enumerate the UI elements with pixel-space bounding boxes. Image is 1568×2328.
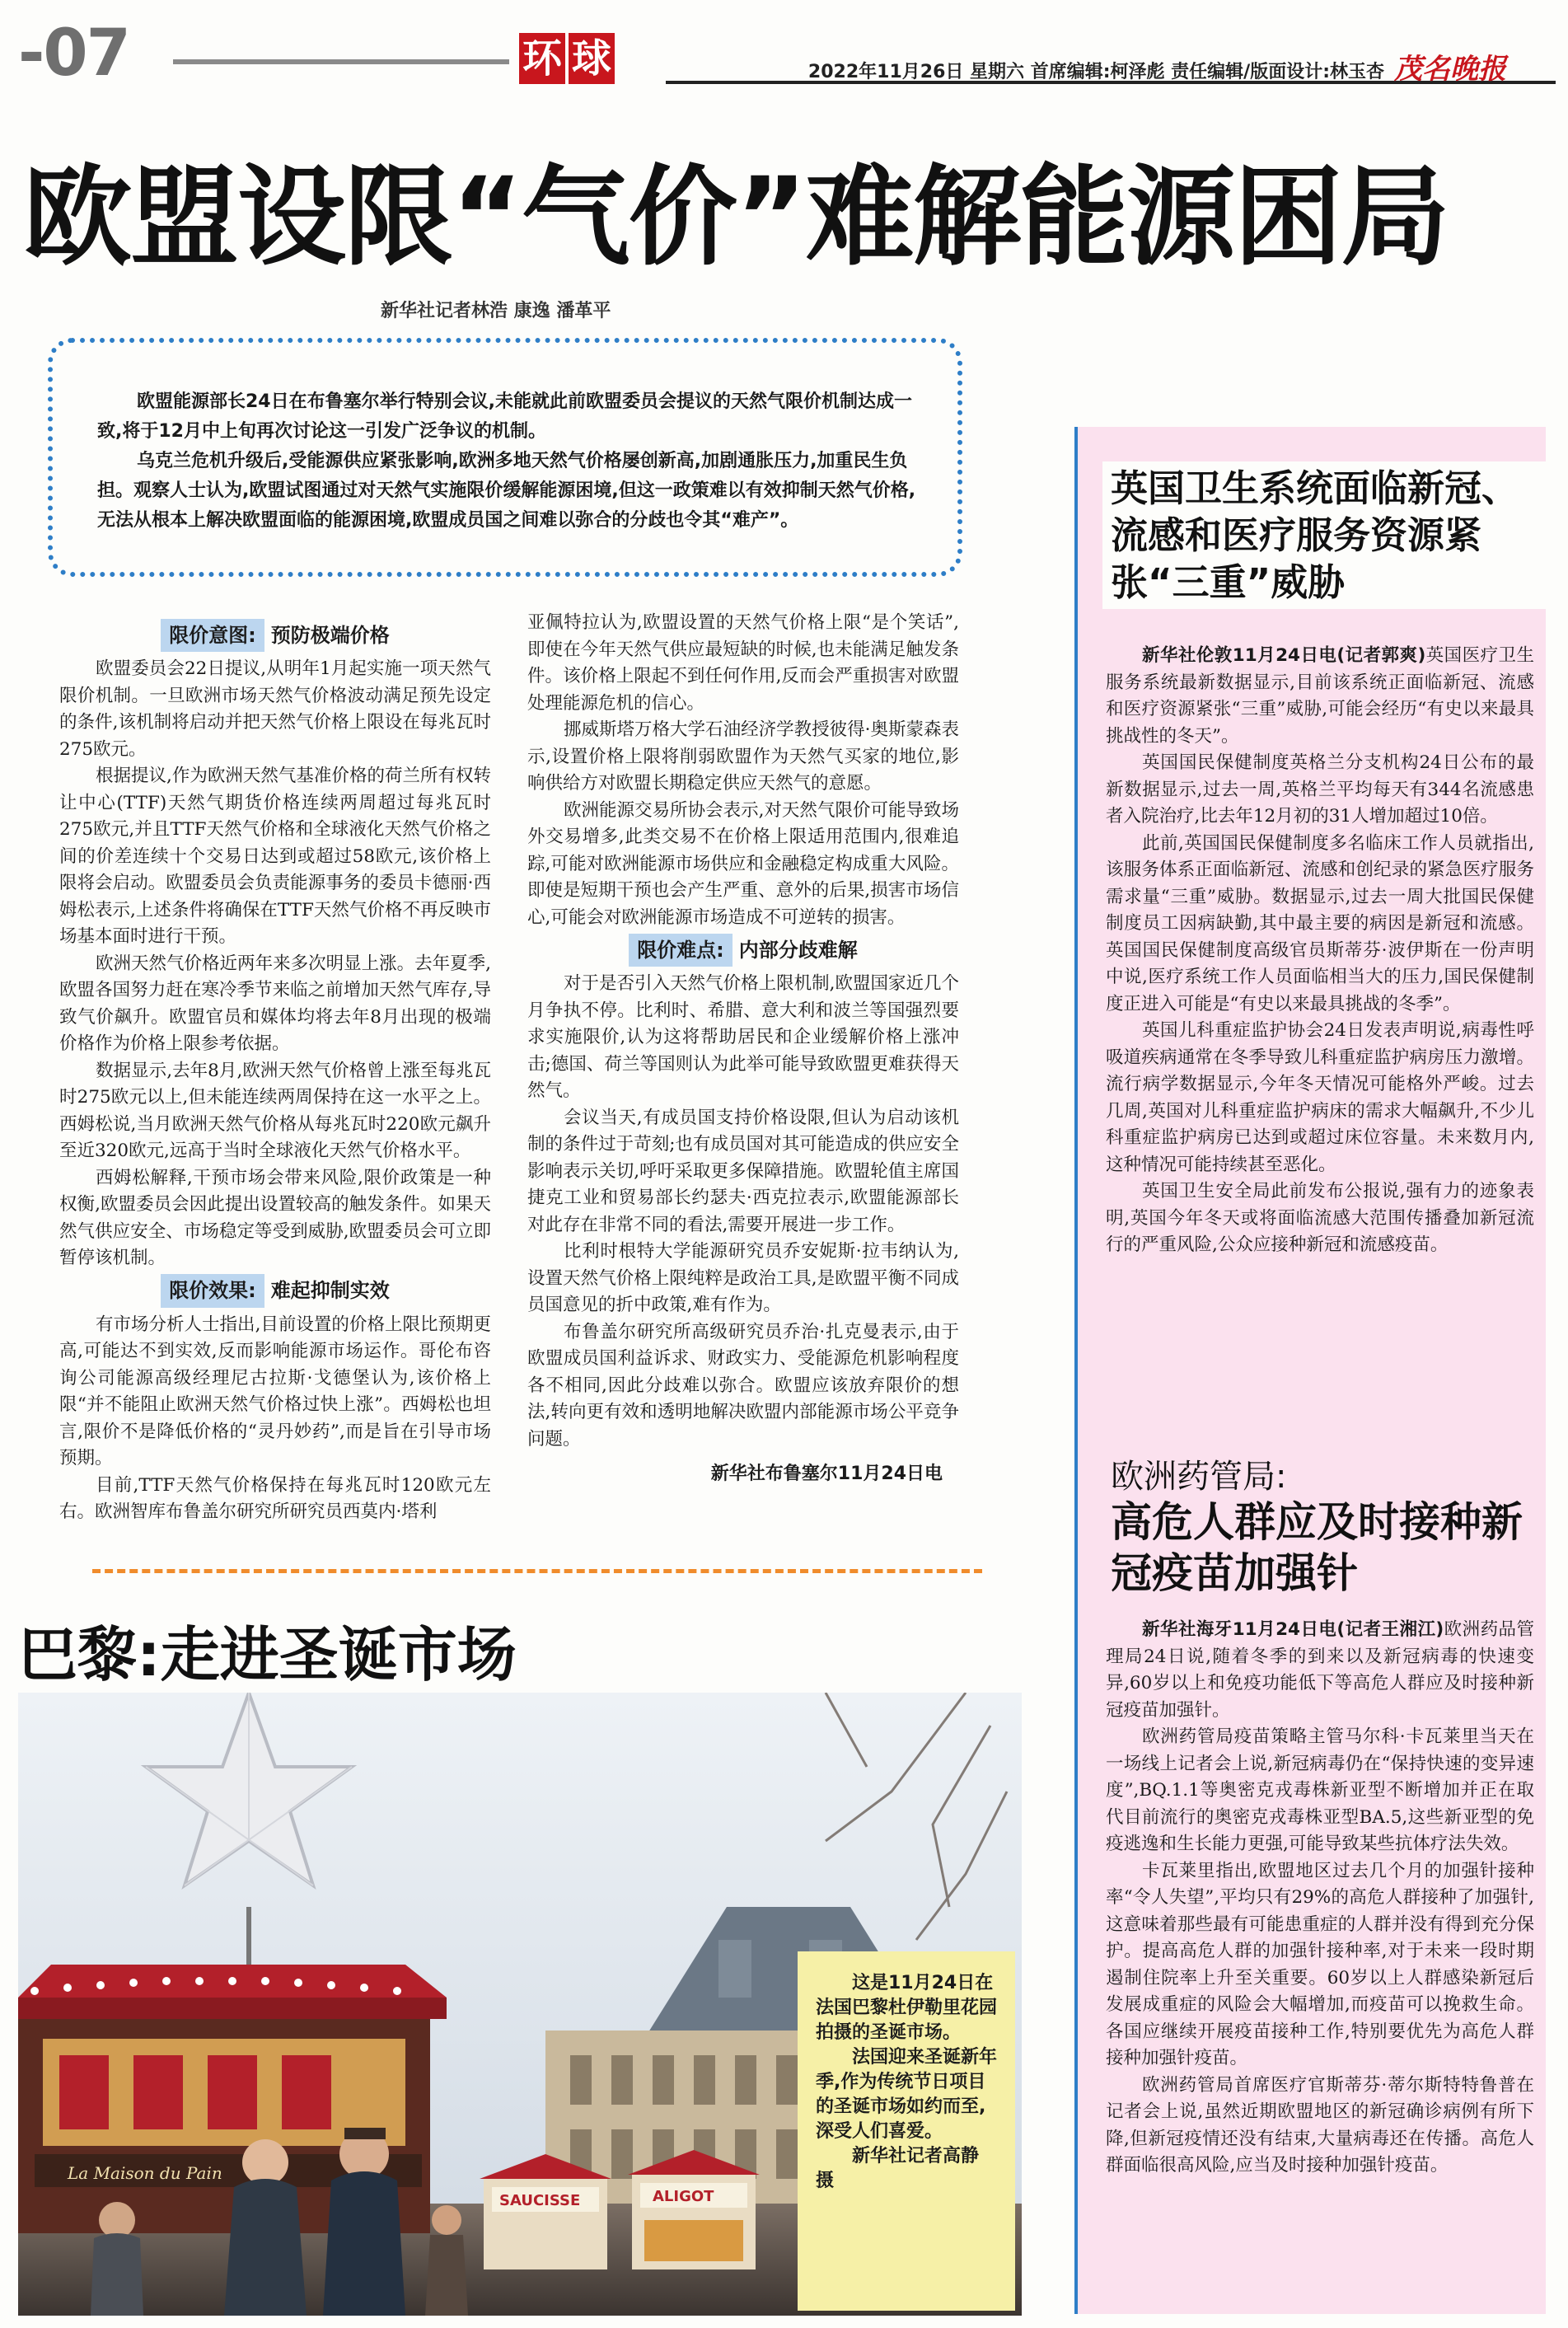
sidebar-paragraph: 英国儿科重症监护协会24日发表声明说,病毒性呼吸道疾病通常在冬季导致儿科重症监护病房压力激增。流行病学数据显示,今年冬天情况可能格外严峻。过去几周,英国对儿科重症监护病床的需求大幅飙升,不少儿科重症监护病房已达到或超过床位容量。未来数月内,这种情况可能持续甚至恶化。 [1106,1020,1534,1175]
sidebar-text: 欧洲药品管理局24日说,随着冬季的到来以及新冠病毒的快速变异,60岁以上和免疫功能低下等高危人群应及时接种新冠疫苗加强针。 [1106,1619,1534,1721]
subheading-tag: 限价意图: [161,619,264,653]
sidebar-headline-1: 英国卫生系统面临新冠、流感和医疗服务资源紧张“三重”威胁 [1102,461,1556,609]
body-paragraph: 比利时根特大学能源研究员乔安妮斯·拉韦纳认为,设置天然气价格上限纯粹是政治工具,是欧盟平衡不同成员国意见的折中政策,难有作为。 [527,1241,959,1315]
header-rule-left [173,59,509,64]
sidebar-paragraph: 卡瓦莱里指出,欧盟地区过去几个月的加强针接种率“令人失望”,平均只有29%的高危人群接种了加强针,这意味着那些最有可能患重症的人群并没有得到充分保护。提高高危人群的加强针接种率,对于未来一段时期遏制住院率上升至关重要。60岁以上人群感染新冠后发展成重症的风险会大幅增加,而疫苗可以挽救生命。各国应继续开展疫苗接种工作,特别要优先为高危人群接种加强针疫苗。 [1106,1860,1534,2068]
sidebar-paragraph: 欧洲药管局疫苗策略主管马尔科·卡瓦莱里当天在一场线上记者会上说,新冠病毒仍在“保持快速的变异速度”,BQ.1.1等奥密克戎毒株新亚型不断增加并正在取代目前流行的奥密克戎毒株亚型BA.5,这些新亚型的免疫逃逸和生长能力更强,可能导致某些抗体疗法失效。 [1106,1726,1534,1854]
issue-meta: 2022年11月26日 星期六 首席编辑:柯泽彪 责任编辑/版面设计:林玉杏 [807,62,1384,82]
newspaper-logo: 茂名晚报 [1394,53,1506,86]
caption-credit: 新华社记者高静 摄 [816,2146,980,2191]
sidebar-paragraph: 英国卫生安全局此前发布公报说,强有力的迹象表明,英国今年冬天或将面临流感大范围传播叠加新冠流行的严重风险,公众应接种新冠和流感疫苗。 [1106,1181,1534,1255]
subheading-3 [527,934,959,966]
article-column-2 [527,610,959,1488]
article-column-1 [59,616,491,1526]
dateline-sign: 新华社布鲁塞尔11月24日电 [710,1464,943,1484]
lead-paragraph: 乌克兰危机升级后,受能源供应紧张影响,欧洲多地天然气价格屡创新高,加剧通胀压力,加重民生负担。观察人士认为,欧盟试图通过对天然气实施限价缓解能源困境,但这一政策难以有效抑制天然气价格,无法从根本上解决欧盟面临的能源困境,欧盟成员国之间难以弥合的分歧也令其“难产”。 [97,451,916,531]
sidebar-paragraph [1106,643,1534,750]
body-paragraph: 欧洲能源交易所协会表示,对天然气限价可能导致场外交易增多,此类交易不在价格上限适用范围内,很难追踪,可能对欧洲能源市场供应和金融稳定构成重大风险。即使是短期干预也会产生严重、意外的后果,损害市场信心,可能会对欧洲能源市场造成不可逆转的损害。 [527,799,959,928]
main-headline: 欧盟设限“气价”难解能源困局 [23,154,1449,281]
body-paragraph: 对于是否引入天然气价格上限机制,欧盟国家近几个月争执不停。比利时、希腊、意大利和波兰等国强烈要求实施限价,认为这将帮助居民和企业缓解价格上涨冲击;德国、荷兰等国则认为此举可能导致欧盟更难获得天然气。 [527,973,959,1101]
subheading-text: 预防极端价格 [270,623,390,647]
section-label-char2: 球 [569,33,615,84]
body-paragraph: 数据显示,去年8月,欧洲天然气价格曾上涨至每兆瓦时275欧元以上,但未能连续两周保持在这一水平之上。西姆松说,当月欧洲天然气价格从每兆瓦时220欧元飙升至近320欧元,远高于当时全球液化天然气价格水平。 [59,1060,491,1161]
sidebar-text: 英国医疗卫生服务系统最新数据显示,目前该系统正面临新冠、流感和医疗资源紧张“三重”威胁,可能会经历“有史以来最具挑战性的冬天”。 [1106,645,1534,747]
lead-summary [97,387,929,536]
main-byline: 新华社记者林浩 康逸 潘革平 [381,301,611,321]
subheading-text: 内部分歧难解 [738,938,858,962]
body-paragraph: 亚佩特拉认为,欧盟设置的天然气价格上限“是个笑话”,即使在今年天然气供应最短缺的时候,也未能满足触发条件。该价格上限起不到任何作用,反而会严重损害对欧盟处理能源危机的信心。 [527,612,959,714]
sidebar-headline-2: 高危人群应及时接种新冠疫苗加强针 [1111,1498,1523,1597]
body-paragraph: 欧洲天然气价格近两年来多次明显上涨。去年夏季,欧盟各国努力赶在寒冷季节来临之前增加天然气库存,导致气价飙升。欧盟官员和媒体均将去年8月出现的极端价格作为价格上限参考依据。 [59,953,491,1054]
stall-sign-aligot: ALIGOT [653,2188,714,2205]
subheading-1 [59,620,491,651]
body-paragraph: 会议当天,有成员国支持价格设限,但认为启动该机制的条件过于苛刻;也有成员国对其可能造成的供应安全影响表示关切,呼吁采取更多保障措施。欧盟轮值主席国捷克工业和贸易部长约瑟夫·西克拉表示,欧盟能源部长对此存在非常不同的看法,需要开展进一步工作。 [527,1107,959,1235]
subheading-2 [59,1276,491,1307]
sidebar-kicker-2: 欧洲药管局: [1111,1458,1287,1496]
body-paragraph: 目前,TTF天然气价格保持在每兆瓦时120欧元左右。欧洲智库布鲁盖尔研究所研究员西莫内·塔利 [59,1474,491,1522]
body-paragraph: 挪威斯塔万格大学石油经济学教授彼得·奥斯蒙森表示,设置价格上限将削弱欧盟作为天然气买家的地位,影响供给方对欧盟长期稳定供应天然气的意愿。 [527,719,959,794]
photo-story-title: 巴黎:走进圣诞市场 [18,1620,517,1689]
sidebar-paragraph: 此前,英国国民保健制度多名临床工作人员就指出,该服务体系正面临新冠、流感和创纪录的紧急医疗服务需求量“三重”威胁。数据显示,过去一周大批国民保健制度员工因病缺勤,其中最主要的病因是新冠和流感。英国国民保健制度高级官员斯蒂芬·波伊斯在一份声明中说,医疗系统工作人员面临相当大的压力,国民保健制度正进入可能是“有史以来最具挑战的冬季”。 [1106,832,1534,1014]
stall-sign-bread: La Maison du Pain [68,2163,222,2183]
dateline: 新华社伦敦11月24日电(记者郭爽) [1142,645,1426,666]
subheading-tag: 限价效果: [161,1274,264,1308]
subheading-text: 难起抑制实效 [270,1279,390,1303]
dateline: 新华社海牙11月24日电(记者王湘江) [1142,1619,1444,1640]
sidebar-article-1-body [1106,643,1534,1259]
section-label-char1: 环 [519,33,565,84]
body-paragraph: 西姆松解释,干预市场会带来风险,限价政策是一种权衡,欧盟委员会因此提出设置较高的触发条件。如果天然气供应安全、市场稳定等受到威胁,欧盟委员会可立即暂停该机制。 [59,1167,491,1268]
sidebar-article-2-body [1106,1617,1534,2180]
section-divider [92,1569,982,1573]
page-number: -07 [18,16,129,91]
subheading-tag: 限价难点: [629,934,733,967]
caption-paragraph: 法国迎来圣诞新年季,作为传统节日项目的圣诞市场如约而至,深受人们喜爱。 [816,2047,998,2142]
body-paragraph: 有市场分析人士指出,目前设置的价格上限比预期更高,可能达不到实效,反而影响能源市场运作。哥伦布咨询公司能源高级经理尼古拉斯·戈德堡认为,该价格上限“并不能阻止欧洲天然气价格过快上涨”。西姆松也坦言,限价不是降低价格的“灵丹妙药”,而是旨在引导市场预期。 [59,1314,491,1468]
body-paragraph: 欧盟委员会22日提议,从明年1月起实施一项天然气限价机制。一旦欧洲市场天然气价格波动满足预先设定的条件,该机制将启动并把天然气价格上限设在每兆瓦时275欧元。 [59,658,491,760]
sidebar-paragraph [1106,1617,1534,1724]
lead-paragraph: 欧盟能源部长24日在布鲁塞尔举行特别会议,未能就此前欧盟委员会提议的天然气限价机制达成一致,将于12月中上旬再次讨论这一引发广泛争议的机制。 [97,391,912,442]
body-paragraph: 布鲁盖尔研究所高级研究员乔治·扎克曼表示,由于欧盟成员国利益诉求、财政实力、受能源危机影响程度各不相同,因此分歧难以弥合。欧盟应该放弃限价的想法,转向更有效和透明地解决欧盟内部能源市场公平竞争问题。 [527,1321,959,1450]
caption-paragraph: 这是11月24日在法国巴黎杜伊勒里花园拍摄的圣诞市场。 [816,1973,998,2043]
sidebar-paragraph: 英国国民保健制度英格兰分支机构24日公布的最新数据显示,过去一周,英格兰平均每天有344名流感患者入院治疗,比去年12月初的31人增加超过10倍。 [1106,752,1534,827]
photo-caption [798,1951,1015,2311]
body-paragraph: 根据提议,作为欧洲天然气基准价格的荷兰所有权转让中心(TTF)天然气期货价格连续两周超过每兆瓦时275欧元,并且TTF天然气价格和全球液化天然气价格之间的价差连续十个交易日达到或超过58欧元,该价格上限将会启动。欧盟委员会负责能源事务的委员卡德丽·西姆松表示,上述条件将确保在TTF天然气价格不再反映市场基本面时进行干预。 [59,766,491,947]
sidebar-paragraph: 欧洲药管局首席医疗官斯蒂芬·蒂尔斯特特鲁普在记者会上说,虽然近期欧盟地区的新冠确诊病例有所下降,但新冠疫情还没有结束,大量病毒还在传播。高危人群面临很高风险,应当及时接种加强针疫苗。 [1106,2074,1534,2176]
stall-sign-saucisse: SAUCISSE [499,2192,581,2209]
